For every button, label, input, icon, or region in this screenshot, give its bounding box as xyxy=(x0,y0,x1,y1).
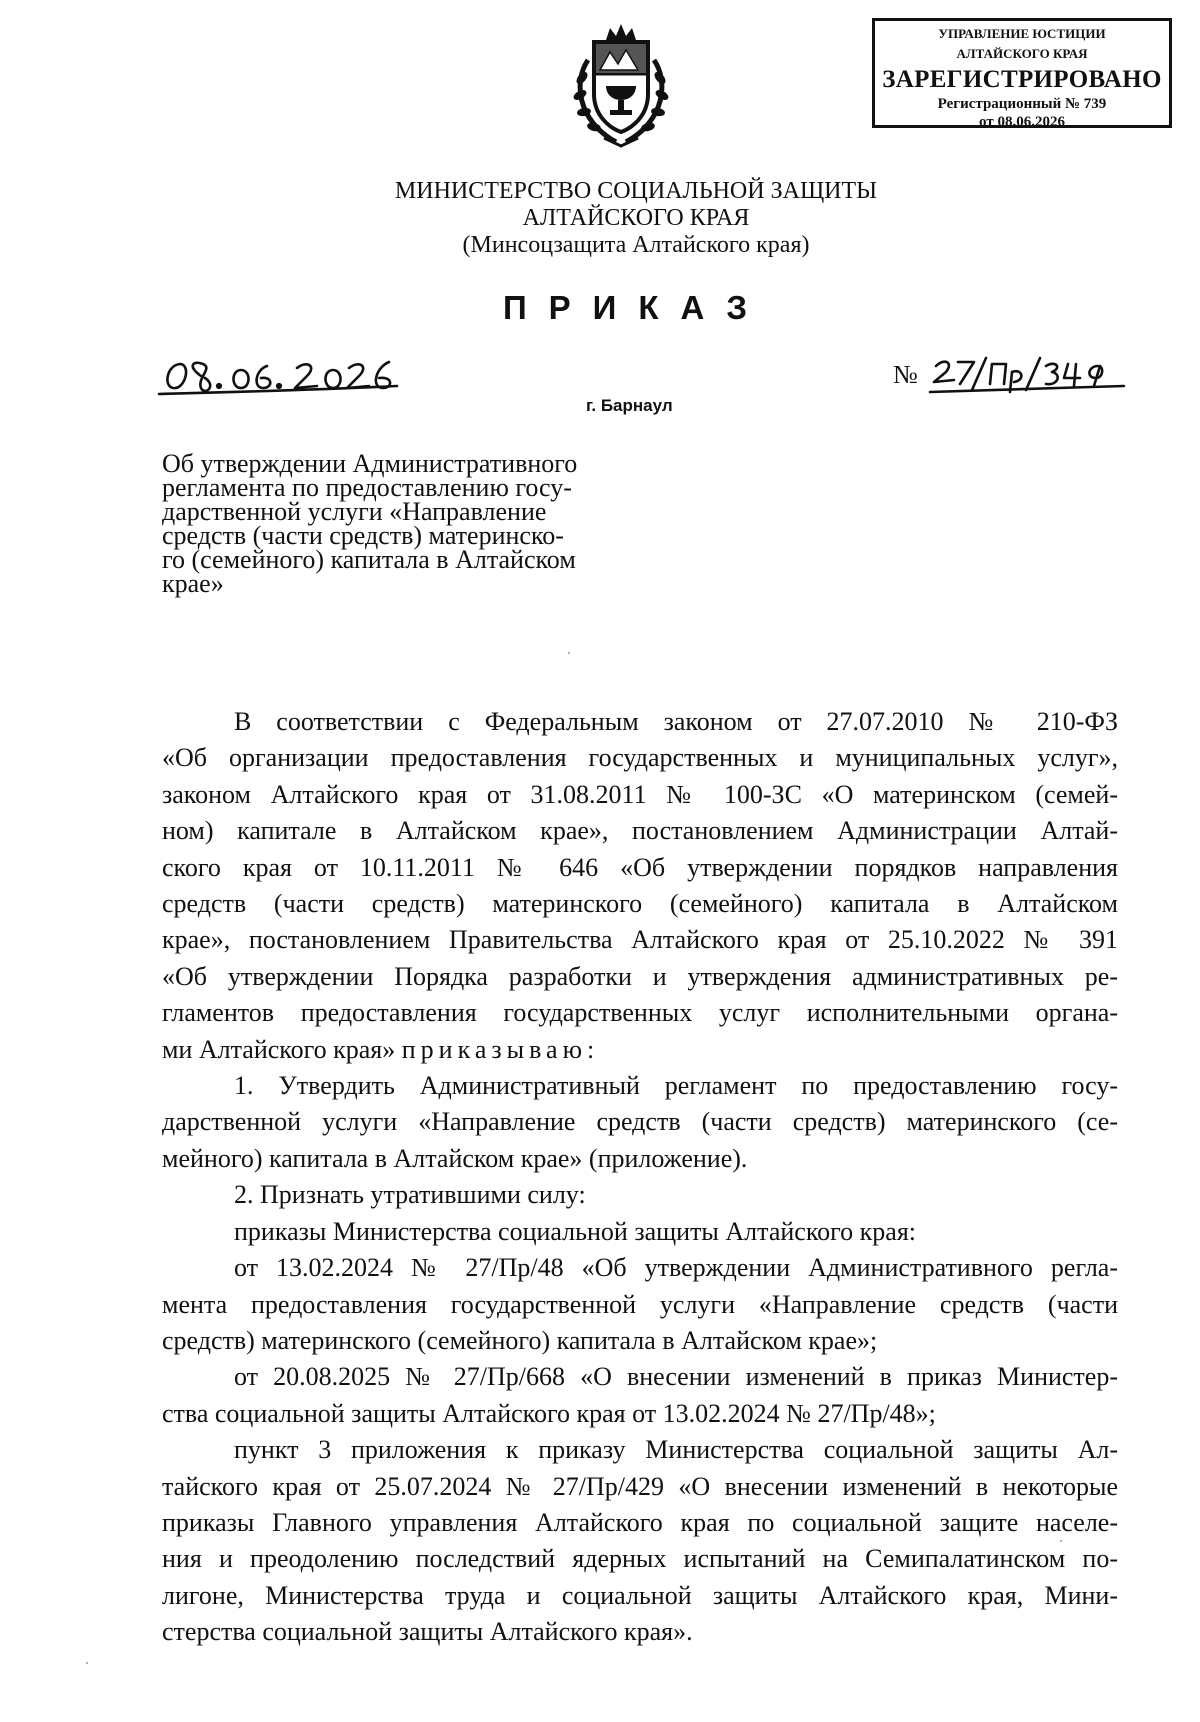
body-command-word: приказываю: xyxy=(401,1034,600,1064)
city-label: г. Барнаул xyxy=(586,396,673,415)
body-line: средств (части средств) материнского (семейного) капитала в Алтайском xyxy=(162,889,1118,919)
body-line xyxy=(162,1032,1118,1068)
body-line: от 13.02.2024 № 27/Пр/48 «Об утверждении Административного регла- xyxy=(234,1253,1118,1283)
body-line: дарственной услуги «Направление средств (части средств) материнского (се- xyxy=(162,1107,1118,1137)
subject-line: крае» xyxy=(162,569,224,598)
body-line: стерства социальной защиты Алтайского края». xyxy=(162,1617,693,1647)
ministry-name-line2: АЛТАЙСКОГО КРАЯ xyxy=(522,205,750,231)
handwritten-order-number xyxy=(928,354,1128,402)
body-line: гламентов предоставления государственных услуг исполнительными органа- xyxy=(162,998,1118,1028)
subject-line: регламента по предоставлению госу- xyxy=(162,473,572,502)
stamp-org-line1: УПРАВЛЕНИЕ ЮСТИЦИИ xyxy=(938,26,1106,41)
subject-line: средств (части средств) материнско- xyxy=(162,521,564,550)
body-line: ского края от 10.11.2011 № 646 «Об утверждении порядков направления xyxy=(162,852,1118,882)
body-line: 2. Признать утратившими силу: xyxy=(234,1180,586,1210)
body-line: от 20.08.2025 № 27/Пр/668 «О внесении изменений в приказ Министер- xyxy=(234,1362,1118,1392)
scan-speck xyxy=(86,1662,88,1664)
body-line: «Об утверждении Порядка разработки и утверждения административных ре- xyxy=(162,961,1118,991)
body-line: приказы Главного управления Алтайского края по социальной защите населе- xyxy=(162,1507,1118,1537)
subject-line: дарственной услуги «Направление xyxy=(162,497,547,526)
body-line: пункт 3 приложения к приказу Министерства социальной защиты Ал- xyxy=(234,1435,1118,1465)
body-line: мейного) капитала в Алтайском крае» (приложение). xyxy=(162,1143,748,1173)
body-text: ми Алтайского края» xyxy=(162,1034,396,1064)
stamp-org-line2: АЛТАЙСКОГО КРАЯ xyxy=(956,46,1088,61)
body-line: крае», постановлением Правительства Алтайского края от 25.10.2022 № 391 xyxy=(162,925,1118,955)
body-line: В соответствии с Федеральным законом от 27.07.2010 № 210-ФЗ xyxy=(234,707,1118,736)
order-subject xyxy=(162,449,632,598)
subject-line: Об утверждении Административного xyxy=(162,449,578,478)
order-body xyxy=(162,704,1118,1651)
stamp-reg-number: Регистрационный № 739 xyxy=(937,96,1107,112)
body-line: средств) материнского (семейного) капитала в Алтайском крае»; xyxy=(162,1325,878,1355)
body-line: ном) капитале в Алтайском крае», постановлением Администрации Алтай- xyxy=(162,816,1118,846)
coat-of-arms-icon xyxy=(566,20,676,150)
registration-stamp xyxy=(872,18,1172,128)
body-line: ния и преодолению последствий ядерных испытаний на Семипалатинском по- xyxy=(162,1544,1118,1574)
ministry-name-line1: МИНИСТЕРСТВО СОЦИАЛЬНОЙ ЗАЩИТЫ xyxy=(394,178,878,204)
document-type-title: ПРИКАЗ xyxy=(502,289,770,326)
body-line: законом Алтайского края от 31.08.2011 № 100-ЗС «О материнском (семей- xyxy=(162,779,1118,809)
stamp-reg-date: от 08.06.2026 xyxy=(979,114,1065,130)
scan-speck xyxy=(1060,1540,1062,1542)
subject-line: го (семейного) капитала в Алтайском xyxy=(162,545,576,574)
body-line: «Об организации предоставления государственных и муниципальных услуг», xyxy=(162,743,1118,773)
order-number-sign: № xyxy=(893,360,918,389)
body-line: 1. Утвердить Административный регламент по предоставлению госу- xyxy=(234,1071,1118,1101)
body-line: мента предоставления государственной услуги «Направление средств (части xyxy=(162,1289,1118,1319)
ministry-header xyxy=(300,178,972,259)
body-line: лигоне, Министерства труда и социальной защиты Алтайского края, Мини- xyxy=(162,1580,1118,1610)
ministry-short-name: (Минсоцзащита Алтайского края) xyxy=(462,232,810,258)
body-line: тайского края от 25.07.2024 № 27/Пр/429 «О внесении изменений в некоторые xyxy=(162,1471,1118,1501)
body-line: ства социальной защиты Алтайского края от 13.02.2024 № 27/Пр/48»; xyxy=(162,1398,936,1428)
body-line: приказы Министерства социальной защиты Алтайского края: xyxy=(234,1216,917,1246)
stamp-registered: ЗАРЕГИСТРИРОВАНО xyxy=(882,66,1162,93)
handwritten-date xyxy=(157,356,407,406)
scan-speck xyxy=(568,652,570,654)
